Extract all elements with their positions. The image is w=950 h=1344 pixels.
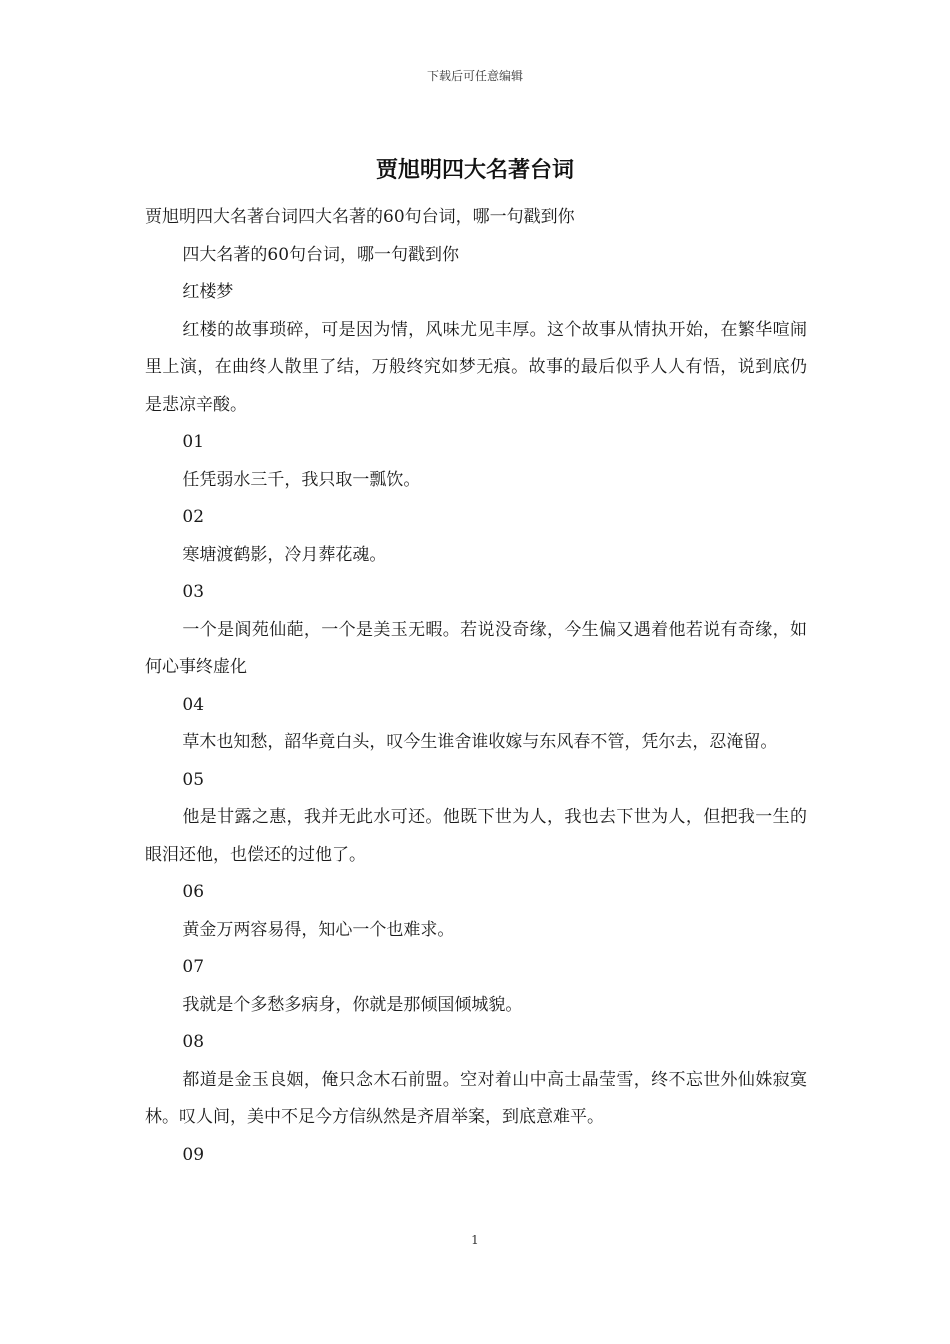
quote-text: 一个是阆苑仙葩，一个是美玉无暇。若说没奇缘，今生偏又遇着他若说有奇缘，如何心事终虚化 [145,619,807,677]
quote-number: 07 [182,957,205,977]
quote-number: 05 [182,769,205,790]
page-header-note: 下载后可任意编辑 [426,69,523,83]
quote-number: 02 [182,507,205,527]
paragraph-intro: 贾旭明四大名著台词四大名著的60句台词，哪一句戳到你 [145,207,575,227]
quote-text: 黄金万两容易得，知心一个也难求。 [182,919,455,940]
quote-text: 我就是个多愁多病身，你就是那倾国倾城貌。 [182,994,523,1015]
paragraph-section-intro: 红楼的故事琐碎，可是因为情，风味尤见丰厚。这个故事从情执开始，在繁华喧闹里上演，在曲终人散里了结，万般终究如梦无痕。故事的最后似乎人人有悟，说到底仍是悲凉辛酸。 [145,319,807,415]
document-title: 贾旭明四大名著台词 [375,157,574,183]
quote-text: 他是甘露之惠，我并无此水可还。他既下世为人，我也去下世为人，但把我一生的眼泪还他，也偿还的过他了。 [145,807,807,865]
paragraph-subtitle: 四大名著的60句台词，哪一句戳到你 [182,244,460,265]
quote-text: 草木也知愁，韶华竟白头，叹今生谁舍谁收嫁与东风春不管，凭尔去，忍淹留。 [182,732,778,752]
quote-number: 09 [182,1144,205,1165]
section-heading-hongloumeng: 红楼梦 [182,282,234,302]
quote-number: 06 [182,882,205,902]
quote-number: 04 [182,694,205,715]
quote-number: 03 [182,582,205,602]
quote-text: 寒塘渡鹤影，冷月葬花魂。 [182,544,387,565]
quote-text: 都道是金玉良姻，俺只念木石前盟。空对着山中高士晶莹雪，终不忘世外仙姝寂寞林。叹人间，美中不足今方信纵然是齐眉举案，到底意难平。 [145,1069,807,1127]
quote-number: 01 [182,432,205,452]
page-number: 1 [471,1233,479,1247]
document-body [145,199,807,1174]
quote-text: 任凭弱水三千，我只取一瓢饮。 [182,469,421,490]
quote-number: 08 [182,1032,205,1052]
